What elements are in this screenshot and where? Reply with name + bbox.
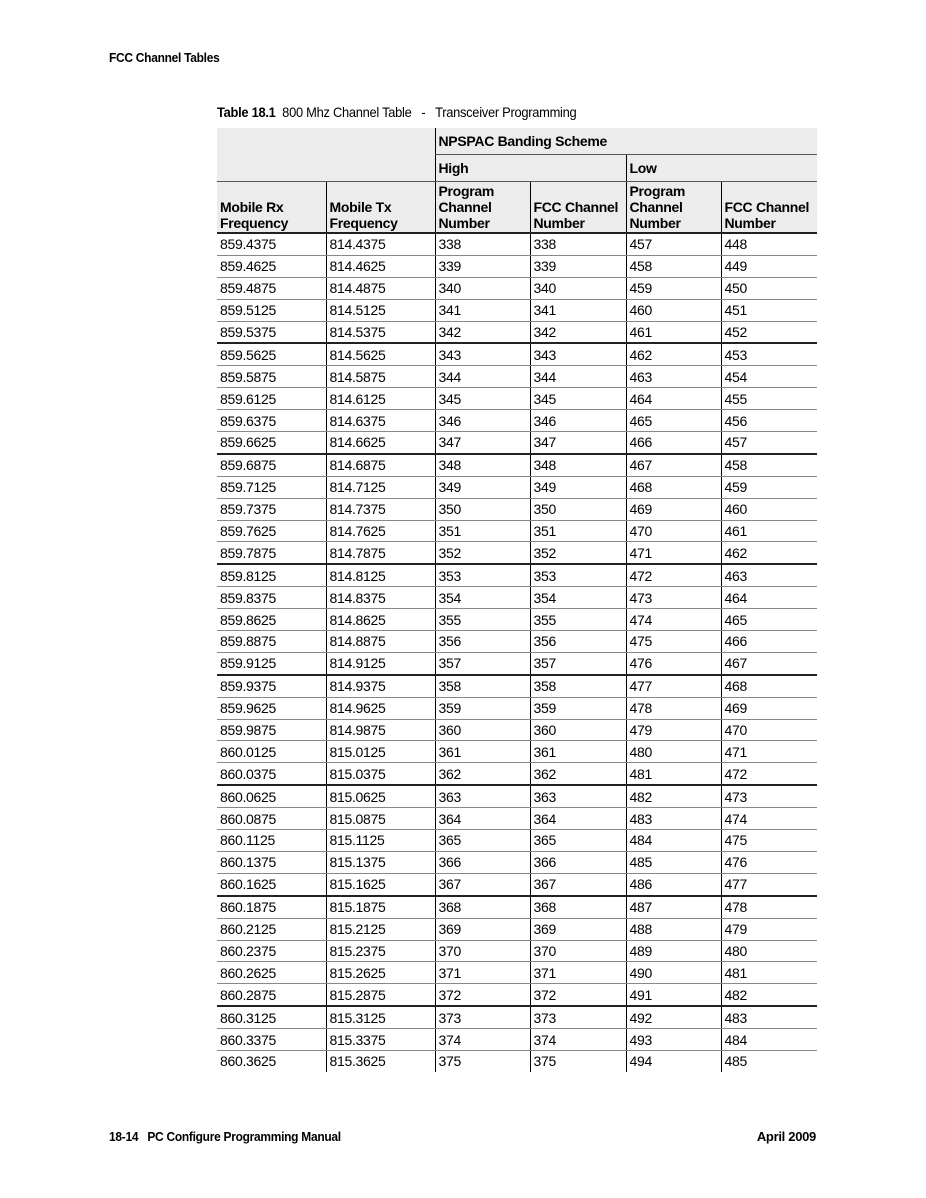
cell-mobile-rx: 859.5375: [217, 321, 326, 343]
cell-low-program-channel: 485: [626, 851, 721, 873]
cell-mobile-rx: 860.0375: [217, 763, 326, 785]
cell-mobile-tx: 815.2125: [326, 918, 435, 940]
running-head: FCC Channel Tables: [109, 50, 220, 65]
cell-high-program-channel: 352: [435, 542, 530, 564]
group-header-npspac: NPSPAC Banding Scheme: [435, 128, 817, 155]
cell-mobile-tx: 814.5625: [326, 343, 435, 365]
cell-high-program-channel: 373: [435, 1006, 530, 1028]
cell-mobile-rx: 860.0125: [217, 741, 326, 763]
table-row: [217, 719, 817, 741]
footer-page-number: 18-14: [109, 1129, 139, 1144]
cell-low-program-channel: 465: [626, 410, 721, 432]
cell-mobile-tx: 814.8125: [326, 564, 435, 586]
table-row: [217, 255, 817, 277]
cell-high-fcc-channel: 346: [530, 410, 626, 432]
cell-mobile-rx: 860.1375: [217, 851, 326, 873]
table-row: [217, 652, 817, 674]
cell-high-fcc-channel: 341: [530, 299, 626, 321]
table-row: [217, 321, 817, 343]
cell-low-program-channel: 471: [626, 542, 721, 564]
cell-high-program-channel: 351: [435, 520, 530, 542]
table-row: [217, 410, 817, 432]
cell-mobile-tx: 815.3625: [326, 1050, 435, 1071]
cell-mobile-rx: 859.7875: [217, 542, 326, 564]
cell-low-fcc-channel: 460: [721, 498, 817, 520]
cell-high-program-channel: 349: [435, 476, 530, 498]
cell-low-program-channel: 462: [626, 343, 721, 365]
cell-low-program-channel: 473: [626, 587, 721, 609]
cell-high-fcc-channel: 352: [530, 542, 626, 564]
cell-low-program-channel: 487: [626, 896, 721, 918]
cell-mobile-tx: 814.5125: [326, 299, 435, 321]
table-row: [217, 564, 817, 586]
cell-low-fcc-channel: 475: [721, 830, 817, 852]
cell-low-fcc-channel: 468: [721, 675, 817, 697]
table-row: [217, 1006, 817, 1028]
table-row: [217, 277, 817, 299]
cell-high-fcc-channel: 367: [530, 873, 626, 895]
cell-mobile-rx: 859.6625: [217, 432, 326, 454]
cell-high-program-channel: 358: [435, 675, 530, 697]
table-row: [217, 520, 817, 542]
cell-mobile-rx: 859.9375: [217, 675, 326, 697]
cell-mobile-rx: 859.9125: [217, 652, 326, 674]
table-row: [217, 1050, 817, 1071]
table-row: [217, 299, 817, 321]
cell-mobile-tx: 814.7375: [326, 498, 435, 520]
cell-mobile-rx: 859.8125: [217, 564, 326, 586]
header-empty-cell: [217, 128, 435, 182]
cell-mobile-tx: 814.8875: [326, 631, 435, 653]
cell-high-program-channel: 359: [435, 697, 530, 719]
cell-mobile-tx: 815.3125: [326, 1006, 435, 1028]
cell-low-program-channel: 466: [626, 432, 721, 454]
table-row: [217, 896, 817, 918]
cell-low-fcc-channel: 481: [721, 962, 817, 984]
cell-mobile-rx: 859.4875: [217, 277, 326, 299]
cell-low-program-channel: 458: [626, 255, 721, 277]
table-row: [217, 1029, 817, 1051]
table-row: [217, 454, 817, 476]
subgroup-header-low: Low: [626, 155, 817, 182]
footer-left: [109, 1129, 341, 1144]
cell-low-fcc-channel: 479: [721, 918, 817, 940]
footer-date: April 2009: [756, 1129, 816, 1144]
cell-high-fcc-channel: 366: [530, 851, 626, 873]
cell-mobile-tx: 814.4625: [326, 255, 435, 277]
cell-low-fcc-channel: 466: [721, 631, 817, 653]
cell-high-program-channel: 375: [435, 1050, 530, 1071]
cell-low-fcc-channel: 459: [721, 476, 817, 498]
cell-high-program-channel: 363: [435, 785, 530, 807]
table-row: [217, 741, 817, 763]
cell-high-fcc-channel: 361: [530, 741, 626, 763]
cell-high-fcc-channel: 344: [530, 366, 626, 388]
cell-mobile-tx: 814.9875: [326, 719, 435, 741]
cell-low-program-channel: 464: [626, 388, 721, 410]
cell-low-fcc-channel: 456: [721, 410, 817, 432]
cell-mobile-tx: 815.0375: [326, 763, 435, 785]
cell-high-program-channel: 339: [435, 255, 530, 277]
cell-mobile-rx: 859.4625: [217, 255, 326, 277]
cell-low-fcc-channel: 476: [721, 851, 817, 873]
cell-low-program-channel: 478: [626, 697, 721, 719]
cell-high-fcc-channel: 347: [530, 432, 626, 454]
cell-high-fcc-channel: 374: [530, 1029, 626, 1051]
cell-low-program-channel: 490: [626, 962, 721, 984]
cell-mobile-tx: 814.6125: [326, 388, 435, 410]
column-header-mobile-rx: Mobile Rx Frequency: [217, 182, 326, 234]
column-header-high-fcc-channel: FCC Channel Number: [530, 182, 626, 234]
cell-high-program-channel: 371: [435, 962, 530, 984]
cell-low-fcc-channel: 484: [721, 1029, 817, 1051]
cell-low-fcc-channel: 450: [721, 277, 817, 299]
cell-high-fcc-channel: 372: [530, 984, 626, 1006]
cell-mobile-tx: 815.0625: [326, 785, 435, 807]
cell-high-program-channel: 341: [435, 299, 530, 321]
cell-mobile-tx: 815.2375: [326, 940, 435, 962]
cell-low-program-channel: 467: [626, 454, 721, 476]
footer-manual-title: PC Configure Programming Manual: [147, 1129, 341, 1144]
cell-low-program-channel: 470: [626, 520, 721, 542]
cell-high-program-channel: 360: [435, 719, 530, 741]
cell-low-program-channel: 477: [626, 675, 721, 697]
table-row: [217, 785, 817, 807]
cell-high-fcc-channel: 345: [530, 388, 626, 410]
cell-mobile-tx: 814.7125: [326, 476, 435, 498]
cell-mobile-tx: 815.0125: [326, 741, 435, 763]
column-header-high-program-channel: Program Channel Number: [435, 182, 530, 234]
cell-low-program-channel: 468: [626, 476, 721, 498]
cell-mobile-tx: 814.9375: [326, 675, 435, 697]
cell-high-program-channel: 366: [435, 851, 530, 873]
cell-mobile-rx: 860.2125: [217, 918, 326, 940]
cell-high-fcc-channel: 360: [530, 719, 626, 741]
cell-mobile-rx: 859.5875: [217, 366, 326, 388]
cell-low-fcc-channel: 472: [721, 763, 817, 785]
cell-low-fcc-channel: 465: [721, 609, 817, 631]
table-row: [217, 388, 817, 410]
table-row: [217, 851, 817, 873]
cell-low-program-channel: 484: [626, 830, 721, 852]
cell-mobile-tx: 814.6375: [326, 410, 435, 432]
cell-high-program-channel: 364: [435, 808, 530, 830]
cell-high-fcc-channel: 365: [530, 830, 626, 852]
cell-low-program-channel: 483: [626, 808, 721, 830]
cell-high-program-channel: 362: [435, 763, 530, 785]
table-row: [217, 675, 817, 697]
cell-high-fcc-channel: 342: [530, 321, 626, 343]
cell-high-program-channel: 338: [435, 233, 530, 255]
cell-high-program-channel: 361: [435, 741, 530, 763]
cell-low-program-channel: 492: [626, 1006, 721, 1028]
cell-high-fcc-channel: 357: [530, 652, 626, 674]
cell-low-fcc-channel: 480: [721, 940, 817, 962]
cell-low-fcc-channel: 464: [721, 587, 817, 609]
cell-mobile-rx: 859.4375: [217, 233, 326, 255]
cell-mobile-rx: 859.5625: [217, 343, 326, 365]
cell-high-program-channel: 357: [435, 652, 530, 674]
cell-high-program-channel: 354: [435, 587, 530, 609]
table-row: [217, 542, 817, 564]
cell-high-fcc-channel: 354: [530, 587, 626, 609]
cell-high-program-channel: 368: [435, 896, 530, 918]
cell-low-program-channel: 461: [626, 321, 721, 343]
cell-high-program-channel: 369: [435, 918, 530, 940]
cell-high-fcc-channel: 359: [530, 697, 626, 719]
cell-mobile-rx: 860.1125: [217, 830, 326, 852]
cell-low-fcc-channel: 482: [721, 984, 817, 1006]
cell-low-program-channel: 457: [626, 233, 721, 255]
cell-low-program-channel: 474: [626, 609, 721, 631]
table-row: [217, 631, 817, 653]
cell-high-program-channel: 350: [435, 498, 530, 520]
cell-low-fcc-channel: 474: [721, 808, 817, 830]
cell-low-fcc-channel: 485: [721, 1050, 817, 1071]
cell-low-program-channel: 476: [626, 652, 721, 674]
cell-high-program-channel: 347: [435, 432, 530, 454]
cell-high-fcc-channel: 351: [530, 520, 626, 542]
table-row: [217, 343, 817, 365]
cell-low-program-channel: 491: [626, 984, 721, 1006]
cell-mobile-rx: 860.0625: [217, 785, 326, 807]
cell-low-program-channel: 475: [626, 631, 721, 653]
cell-high-fcc-channel: 368: [530, 896, 626, 918]
cell-mobile-rx: 860.0875: [217, 808, 326, 830]
cell-low-program-channel: 479: [626, 719, 721, 741]
cell-mobile-rx: 859.5125: [217, 299, 326, 321]
cell-mobile-tx: 815.1375: [326, 851, 435, 873]
cell-mobile-rx: 859.6375: [217, 410, 326, 432]
cell-high-fcc-channel: 340: [530, 277, 626, 299]
cell-high-fcc-channel: 371: [530, 962, 626, 984]
table-caption-label: Table 18.1: [217, 104, 276, 120]
cell-low-program-channel: 482: [626, 785, 721, 807]
cell-mobile-rx: 860.1875: [217, 896, 326, 918]
cell-low-program-channel: 469: [626, 498, 721, 520]
cell-low-fcc-channel: 449: [721, 255, 817, 277]
table-caption: [217, 104, 576, 120]
table-row: [217, 476, 817, 498]
cell-mobile-rx: 860.3125: [217, 1006, 326, 1028]
cell-mobile-rx: 859.9875: [217, 719, 326, 741]
table-row: [217, 830, 817, 852]
table-row: [217, 940, 817, 962]
cell-low-program-channel: 486: [626, 873, 721, 895]
cell-high-program-channel: 346: [435, 410, 530, 432]
cell-mobile-rx: 860.3375: [217, 1029, 326, 1051]
cell-low-fcc-channel: 458: [721, 454, 817, 476]
cell-high-fcc-channel: 348: [530, 454, 626, 476]
channel-table: [217, 128, 817, 1072]
cell-high-program-channel: 365: [435, 830, 530, 852]
table-row: [217, 808, 817, 830]
cell-high-fcc-channel: 373: [530, 1006, 626, 1028]
cell-low-program-channel: 494: [626, 1050, 721, 1071]
table-row: [217, 609, 817, 631]
table-row: [217, 233, 817, 255]
cell-mobile-rx: 860.2375: [217, 940, 326, 962]
cell-mobile-tx: 815.3375: [326, 1029, 435, 1051]
cell-low-fcc-channel: 461: [721, 520, 817, 542]
cell-high-fcc-channel: 338: [530, 233, 626, 255]
cell-high-program-channel: 345: [435, 388, 530, 410]
table-row: [217, 918, 817, 940]
cell-mobile-rx: 859.7625: [217, 520, 326, 542]
cell-low-program-channel: 489: [626, 940, 721, 962]
cell-low-program-channel: 480: [626, 741, 721, 763]
table-row: [217, 498, 817, 520]
table-row: [217, 697, 817, 719]
cell-mobile-tx: 814.7625: [326, 520, 435, 542]
cell-high-fcc-channel: 349: [530, 476, 626, 498]
cell-high-fcc-channel: 358: [530, 675, 626, 697]
cell-high-program-channel: 353: [435, 564, 530, 586]
cell-low-fcc-channel: 477: [721, 873, 817, 895]
cell-low-program-channel: 460: [626, 299, 721, 321]
cell-high-fcc-channel: 350: [530, 498, 626, 520]
cell-mobile-tx: 814.6875: [326, 454, 435, 476]
cell-mobile-tx: 814.6625: [326, 432, 435, 454]
cell-high-fcc-channel: 355: [530, 609, 626, 631]
cell-mobile-tx: 814.9625: [326, 697, 435, 719]
cell-mobile-rx: 860.3625: [220, 1053, 276, 1070]
cell-low-fcc-channel: 469: [721, 697, 817, 719]
cell-high-fcc-channel: 343: [530, 343, 626, 365]
cell-high-program-channel: 355: [435, 609, 530, 631]
cell-high-fcc-channel: 353: [530, 564, 626, 586]
cell-high-program-channel: 340: [435, 277, 530, 299]
cell-mobile-rx: 859.7125: [217, 476, 326, 498]
table-row: [217, 763, 817, 785]
cell-low-fcc-channel: 453: [721, 343, 817, 365]
cell-high-fcc-channel: 375: [530, 1050, 626, 1071]
cell-low-fcc-channel: 478: [721, 896, 817, 918]
cell-mobile-rx: 859.7375: [217, 498, 326, 520]
cell-high-program-channel: 374: [435, 1029, 530, 1051]
table-body: [217, 233, 817, 1072]
subgroup-header-high: High: [435, 155, 626, 182]
cell-low-fcc-channel: 448: [721, 233, 817, 255]
cell-mobile-rx: 859.6875: [217, 454, 326, 476]
column-header-low-fcc-channel: FCC Channel Number: [721, 182, 817, 234]
cell-low-fcc-channel: 463: [721, 564, 817, 586]
cell-high-fcc-channel: 362: [530, 763, 626, 785]
cell-high-program-channel: 343: [435, 343, 530, 365]
table-row: [217, 962, 817, 984]
cell-mobile-tx: 815.2625: [326, 962, 435, 984]
cell-mobile-tx: 815.1875: [326, 896, 435, 918]
cell-high-fcc-channel: 370: [530, 940, 626, 962]
cell-high-fcc-channel: 364: [530, 808, 626, 830]
cell-mobile-tx: 814.8375: [326, 587, 435, 609]
cell-mobile-rx: 859.6125: [217, 388, 326, 410]
table-row: [217, 984, 817, 1006]
cell-low-fcc-channel: 455: [721, 388, 817, 410]
cell-low-fcc-channel: 462: [721, 542, 817, 564]
cell-low-program-channel: 463: [626, 366, 721, 388]
cell-mobile-rx: 859.8875: [217, 631, 326, 653]
cell-high-fcc-channel: 369: [530, 918, 626, 940]
table-caption-text: 800 Mhz Channel Table - Transceiver Programming: [275, 104, 577, 120]
cell-mobile-rx: 860.1625: [217, 873, 326, 895]
table-row: [217, 587, 817, 609]
cell-mobile-tx: 815.2875: [326, 984, 435, 1006]
cell-mobile-rx: 859.9625: [217, 697, 326, 719]
cell-low-program-channel: 459: [626, 277, 721, 299]
cell-low-fcc-channel: 452: [721, 321, 817, 343]
cell-mobile-rx: 860.2875: [217, 984, 326, 1006]
cell-mobile-tx: 814.5375: [326, 321, 435, 343]
cell-low-fcc-channel: 451: [721, 299, 817, 321]
cell-low-fcc-channel: 471: [721, 741, 817, 763]
cell-high-program-channel: 342: [435, 321, 530, 343]
cell-low-program-channel: 488: [626, 918, 721, 940]
cell-high-program-channel: 372: [435, 984, 530, 1006]
table-row: [217, 873, 817, 895]
cell-high-fcc-channel: 363: [530, 785, 626, 807]
cell-low-fcc-channel: 454: [721, 366, 817, 388]
column-header-mobile-tx: Mobile Tx Frequency: [326, 182, 435, 234]
column-header-low-program-channel: Program Channel Number: [626, 182, 721, 234]
table-row: [217, 366, 817, 388]
cell-mobile-rx: 860.2625: [217, 962, 326, 984]
cell-low-fcc-channel: 483: [721, 1006, 817, 1028]
cell-mobile-rx: 859.8375: [217, 587, 326, 609]
cell-mobile-tx: 815.1125: [326, 830, 435, 852]
cell-low-program-channel: 481: [626, 763, 721, 785]
cell-mobile-tx: 815.1625: [326, 873, 435, 895]
cell-mobile-tx: 814.8625: [326, 609, 435, 631]
cell-high-program-channel: 356: [435, 631, 530, 653]
cell-low-program-channel: 493: [626, 1029, 721, 1051]
cell-mobile-rx: 859.8625: [217, 609, 326, 631]
cell-high-program-channel: 370: [435, 940, 530, 962]
cell-low-program-channel: 472: [626, 564, 721, 586]
cell-low-fcc-channel: 470: [721, 719, 817, 741]
cell-mobile-tx: 814.9125: [326, 652, 435, 674]
cell-mobile-tx: 814.5875: [326, 366, 435, 388]
cell-mobile-tx: 814.7875: [326, 542, 435, 564]
cell-low-fcc-channel: 467: [721, 652, 817, 674]
cell-mobile-tx: 815.0875: [326, 808, 435, 830]
cell-high-program-channel: 348: [435, 454, 530, 476]
cell-low-fcc-channel: 457: [721, 432, 817, 454]
cell-low-fcc-channel: 473: [721, 785, 817, 807]
cell-high-program-channel: 367: [435, 873, 530, 895]
cell-mobile-tx: 814.4375: [326, 233, 435, 255]
cell-mobile-tx: 814.4875: [326, 277, 435, 299]
table-row: [217, 432, 817, 454]
cell-high-fcc-channel: 356: [530, 631, 626, 653]
cell-high-program-channel: 344: [435, 366, 530, 388]
cell-high-fcc-channel: 339: [530, 255, 626, 277]
